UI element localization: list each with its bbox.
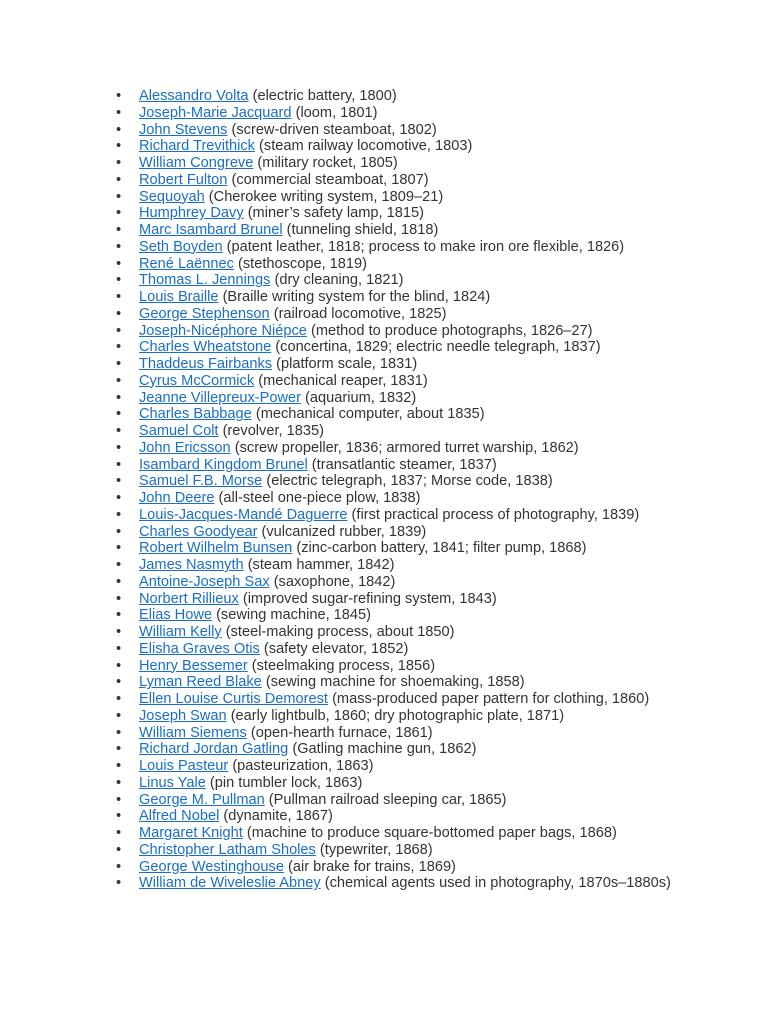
list-item — [139, 875, 684, 892]
invention-description: (dry cleaning, 1821) — [274, 272, 404, 289]
inventor-link[interactable]: Isambard Kingdom Brunel — [139, 456, 308, 473]
invention-description: (military rocket, 1805) — [257, 155, 398, 171]
list-item — [139, 323, 684, 340]
inventor-link[interactable]: Norbert Rillieux — [139, 590, 239, 607]
invention-description: (saxophone, 1842) — [273, 573, 396, 590]
invention-description: (aquarium, 1832) — [305, 389, 417, 406]
inventor-link[interactable]: George Westinghouse — [139, 858, 284, 875]
list-item — [139, 607, 684, 624]
invention-description: (screw propeller, 1836; armored turret warship, 1862) — [234, 439, 579, 456]
invention-description: (Cherokee writing system, 1809–21) — [208, 188, 444, 205]
inventor-link[interactable]: Sequoyah — [139, 188, 205, 205]
inventor-link[interactable]: Linus Yale — [139, 774, 206, 791]
list-item — [139, 289, 684, 306]
inventor-link[interactable]: Samuel F.B. Morse — [139, 473, 263, 490]
list-item — [139, 691, 684, 708]
inventor-link[interactable]: Seth Boyden — [139, 238, 223, 255]
list-item — [139, 205, 684, 222]
list-item — [139, 423, 684, 440]
list-item — [139, 859, 684, 876]
inventor-link[interactable]: Joseph Swan — [139, 707, 227, 724]
invention-description: (electric battery, 1800) — [252, 88, 397, 104]
invention-description: (all-steel one-piece plow, 1838) — [218, 490, 421, 506]
inventor-link[interactable]: Louis Pasteur — [139, 758, 229, 774]
list-item — [139, 222, 684, 239]
invention-description: (steam railway locomotive, 1803) — [259, 138, 473, 155]
list-item — [139, 591, 684, 608]
list-item — [139, 373, 684, 390]
invention-description: (steel-making process, about 1850) — [225, 624, 455, 640]
invention-description: (concertina, 1829; electric needle telegraph, 1837) — [275, 339, 601, 356]
inventor-link[interactable]: George M. Pullman — [139, 791, 265, 808]
inventor-link[interactable]: Robert Fulton — [139, 171, 228, 188]
inventor-link[interactable]: Henry Bessemer — [139, 657, 248, 674]
list-item — [139, 540, 684, 557]
invention-description: (patent leather, 1818; process to make iron ore flexible, 1826) — [226, 238, 625, 255]
inventor-link[interactable]: Joseph-Nicéphore Niépce — [139, 322, 307, 339]
invention-description: (early lightbulb, 1860; dry photographic plate, 1871) — [230, 707, 565, 724]
list-item — [139, 574, 684, 591]
inventor-link[interactable]: Thomas L. Jennings — [139, 272, 271, 289]
inventor-link[interactable]: William Congreve — [139, 155, 254, 171]
inventor-link[interactable]: Charles Goodyear — [139, 523, 258, 540]
list-item — [139, 825, 684, 842]
invention-description: (transatlantic steamer, 1837) — [311, 456, 497, 473]
list-item — [139, 725, 684, 742]
inventor-link[interactable]: Elias Howe — [139, 607, 212, 624]
invention-description: (Pullman railroad sleeping car, 1865) — [268, 791, 507, 808]
list-item — [139, 674, 684, 691]
inventor-link[interactable]: Louis-Jacques-Mandé Daguerre — [139, 506, 348, 523]
inventor-link[interactable]: Joseph-Marie Jacquard — [139, 104, 292, 121]
invention-description: (screw-driven steamboat, 1802) — [231, 121, 437, 138]
list-item — [139, 507, 684, 524]
list-item — [139, 524, 684, 541]
invention-description: (mechanical reaper, 1831) — [258, 372, 428, 389]
list-item — [139, 189, 684, 206]
list-item — [139, 792, 684, 809]
invention-description: (tunneling shield, 1818) — [286, 222, 439, 238]
invention-description: (chemical agents used in photography, 1870s–1880s) — [324, 875, 671, 892]
list-item — [139, 775, 684, 792]
invention-description: (vulcanized rubber, 1839) — [261, 523, 427, 540]
invention-description: (commercial steamboat, 1807) — [231, 171, 429, 188]
inventor-link[interactable]: William de Wiveleslie Abney — [139, 875, 321, 892]
list-item — [139, 842, 684, 859]
list-item — [139, 708, 684, 725]
list-item — [139, 658, 684, 675]
invention-description: (improved sugar-refining system, 1843) — [242, 590, 497, 607]
list-item — [139, 356, 684, 373]
list-item — [139, 105, 684, 122]
list-item — [139, 741, 684, 758]
list-item — [139, 406, 684, 423]
inventor-link[interactable]: James Nasmyth — [139, 557, 244, 573]
invention-description: (miner’s safety lamp, 1815) — [247, 205, 424, 222]
invention-description: (dynamite, 1867) — [223, 808, 333, 825]
invention-description: (pin tumbler lock, 1863) — [209, 774, 363, 791]
inventor-link[interactable]: William Siemens — [139, 724, 247, 741]
inventor-link[interactable]: John Ericsson — [139, 439, 231, 456]
inventor-link[interactable]: John Stevens — [139, 121, 228, 138]
list-item — [139, 490, 684, 507]
invention-description: (steam hammer, 1842) — [247, 557, 395, 573]
invention-description: (sewing machine, 1845) — [216, 607, 371, 624]
invention-description: (stethoscope, 1819) — [238, 255, 368, 272]
invention-description: (Gatling machine gun, 1862) — [292, 741, 477, 758]
invention-description: (Braille writing system for the blind, 1824) — [222, 289, 491, 305]
inventor-link[interactable]: Robert Wilhelm Bunsen — [139, 540, 293, 557]
list-item — [139, 256, 684, 273]
inventor-link[interactable]: Cyrus McCormick — [139, 372, 255, 389]
list-item — [139, 440, 684, 457]
inventor-list — [139, 88, 684, 892]
inventor-link[interactable]: Humphrey Davy — [139, 205, 244, 222]
inventor-link[interactable]: Ellen Louise Curtis Demorest — [139, 691, 328, 707]
inventor-link[interactable]: Lyman Reed Blake — [139, 674, 262, 691]
invention-description: (method to produce photographs, 1826–27) — [310, 322, 593, 339]
inventor-link[interactable]: Charles Babbage — [139, 406, 252, 423]
list-item — [139, 172, 684, 189]
list-item — [139, 306, 684, 323]
invention-description: (pasteurization, 1863) — [232, 758, 374, 774]
list-item — [139, 272, 684, 289]
inventor-link[interactable]: Christopher Latham Sholes — [139, 841, 316, 858]
invention-description: (sewing machine for shoemaking, 1858) — [265, 674, 525, 691]
list-item — [139, 122, 684, 139]
invention-description: (steelmaking process, 1856) — [251, 657, 436, 674]
inventor-link[interactable]: Thaddeus Fairbanks — [139, 356, 273, 372]
list-item — [139, 557, 684, 574]
invention-description: (loom, 1801) — [295, 104, 378, 121]
invention-description: (safety elevator, 1852) — [263, 640, 409, 657]
inventor-link[interactable]: Jeanne Villepreux-Power — [139, 389, 301, 406]
invention-description: (electric telegraph, 1837; Morse code, 1838) — [266, 473, 553, 490]
invention-description: (machine to produce square-bottomed paper bags, 1868) — [246, 825, 617, 841]
list-item — [139, 473, 684, 490]
inventor-link[interactable]: William Kelly — [139, 624, 222, 640]
list-item — [139, 808, 684, 825]
invention-description: (zinc-carbon battery, 1841; filter pump, 1868) — [296, 540, 587, 557]
list-item — [139, 88, 684, 105]
inventor-link[interactable]: Margaret Knight — [139, 825, 243, 841]
invention-description: (first practical process of photography, 1839) — [351, 506, 640, 523]
inventor-link[interactable]: John Deere — [139, 490, 215, 506]
invention-description: (typewriter, 1868) — [319, 841, 433, 858]
invention-description: (platform scale, 1831) — [276, 356, 418, 372]
inventor-link[interactable]: Richard Trevithick — [139, 138, 255, 155]
invention-description: (mechanical computer, about 1835) — [255, 406, 485, 423]
inventor-link[interactable]: Samuel Colt — [139, 423, 219, 439]
inventor-link[interactable]: Antoine-Joseph Sax — [139, 573, 270, 590]
inventor-link[interactable]: Alfred Nobel — [139, 808, 220, 825]
list-item — [139, 339, 684, 356]
invention-description: (revolver, 1835) — [222, 423, 324, 439]
list-item — [139, 641, 684, 658]
list-item — [139, 758, 684, 775]
inventor-link[interactable]: Alessandro Volta — [139, 88, 249, 104]
invention-description: (air brake for trains, 1869) — [288, 858, 456, 875]
list-item — [139, 457, 684, 474]
list-item — [139, 239, 684, 256]
invention-description: (railroad locomotive, 1825) — [273, 305, 447, 322]
list-item — [139, 155, 684, 172]
inventor-link[interactable]: René Laënnec — [139, 255, 234, 272]
list-item — [139, 390, 684, 407]
inventor-link[interactable]: Charles Wheatstone — [139, 339, 272, 356]
list-item — [139, 624, 684, 641]
inventor-link[interactable]: Richard Jordan Gatling — [139, 741, 289, 758]
inventor-link[interactable]: George Stephenson — [139, 305, 270, 322]
inventor-link[interactable]: Elisha Graves Otis — [139, 640, 260, 657]
invention-description: (mass-produced paper pattern for clothing, 1860) — [332, 691, 650, 707]
inventor-link[interactable]: Marc Isambard Brunel — [139, 222, 283, 238]
inventor-link[interactable]: Louis Braille — [139, 289, 219, 305]
invention-description: (open-hearth furnace, 1861) — [250, 724, 433, 741]
list-item — [139, 138, 684, 155]
